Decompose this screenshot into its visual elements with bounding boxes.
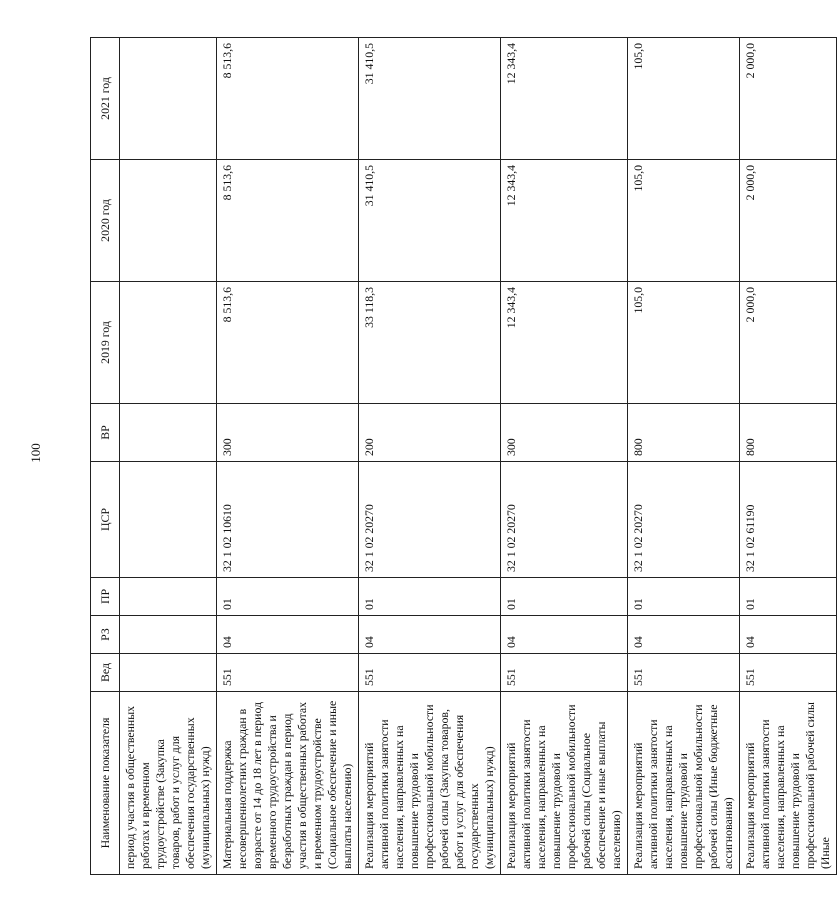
cell-y2019	[120, 282, 217, 404]
cell-y2019: 8 513,6	[217, 282, 359, 404]
cell-ved: 551	[217, 654, 359, 692]
cell-ved: 551	[359, 654, 501, 692]
cell-rz: 04	[501, 616, 628, 654]
budget-table-rotated	[90, 37, 832, 875]
cell-csr: 32 1 02 61190	[740, 462, 837, 578]
cell-csr: 32 1 02 20270	[501, 462, 628, 578]
cell-name: Реализация мероприятий активной политики занятости населения, направленных на повышение трудовой и профессиональной мобильности рабочей силы (Иные бюджетные ассигнования)	[628, 692, 740, 875]
cell-rz: 04	[217, 616, 359, 654]
table-row	[628, 38, 740, 875]
cell-y2020: 31 410,5	[359, 160, 501, 282]
page-number: 100	[28, 443, 43, 463]
cell-csr	[120, 462, 217, 578]
table-row	[120, 38, 217, 875]
cell-ved: 551	[628, 654, 740, 692]
header-vr: ВР	[91, 404, 120, 462]
cell-pr: 01	[501, 578, 628, 616]
cell-ved	[120, 654, 217, 692]
cell-y2021: 2 000,0	[740, 38, 837, 160]
cell-rz: 04	[740, 616, 837, 654]
cell-rz	[120, 616, 217, 654]
cell-y2021: 105,0	[628, 38, 740, 160]
table-row	[217, 38, 359, 875]
cell-y2020: 105,0	[628, 160, 740, 282]
cell-pr	[120, 578, 217, 616]
cell-vr: 300	[217, 404, 359, 462]
cell-pr: 01	[740, 578, 837, 616]
cell-name: период участия в общественных работах и временном трудоустройстве (Закупка товаров, работ и услуг для обеспечения государственных (муниципальных) нужд)	[120, 692, 217, 875]
table-header-row	[91, 38, 120, 875]
cell-pr: 01	[217, 578, 359, 616]
cell-y2021: 8 513,6	[217, 38, 359, 160]
cell-csr: 32 1 02 10610	[217, 462, 359, 578]
cell-ved: 551	[740, 654, 837, 692]
cell-y2019: 2 000,0	[740, 282, 837, 404]
cell-pr: 01	[628, 578, 740, 616]
cell-csr: 32 1 02 20270	[359, 462, 501, 578]
cell-y2019: 105,0	[628, 282, 740, 404]
budget-table	[90, 37, 837, 875]
header-2021: 2021 год	[91, 38, 120, 160]
cell-y2020: 12 343,4	[501, 160, 628, 282]
cell-y2019: 12 343,4	[501, 282, 628, 404]
cell-name: Материальная поддержка несовершеннолетних граждан в возрасте от 14 до 18 лет в период временного трудоустройства и безработных граждан в период участия в общественных работах и временном трудоустройстве (Социальное обеспечение и иные выплаты населению)	[217, 692, 359, 875]
header-2019: 2019 год	[91, 282, 120, 404]
header-ved: Вед	[91, 654, 120, 692]
cell-name: Реализация мероприятий активной политики занятости населения, направленных на повышение трудовой и профессиональной рабочей силы (Иные	[740, 692, 837, 875]
header-2020: 2020 год	[91, 160, 120, 282]
cell-name: Реализация мероприятий активной политики занятости населения, направленных на повышение трудовой и профессиональной мобильности рабочей силы (Закупка товаров, работ и услуг для обеспечения государственных (муниципальных) нужд)	[359, 692, 501, 875]
cell-rz: 04	[628, 616, 740, 654]
cell-y2020: 8 513,6	[217, 160, 359, 282]
cell-y2021: 31 410,5	[359, 38, 501, 160]
cell-y2019: 33 118,3	[359, 282, 501, 404]
cell-y2021	[120, 38, 217, 160]
cell-name: Реализация мероприятий активной политики занятости населения, направленных на повышение трудовой и профессиональной мобильности рабочей силы (Социальное обеспечение и иные выплаты населению)	[501, 692, 628, 875]
cell-vr: 800	[628, 404, 740, 462]
header-rz: РЗ	[91, 616, 120, 654]
cell-ved: 551	[501, 654, 628, 692]
table-row	[740, 38, 837, 875]
cell-vr: 200	[359, 404, 501, 462]
cell-vr: 800	[740, 404, 837, 462]
header-pr: ПР	[91, 578, 120, 616]
cell-vr: 300	[501, 404, 628, 462]
cell-rz: 04	[359, 616, 501, 654]
cell-y2020: 2 000,0	[740, 160, 837, 282]
table-row	[501, 38, 628, 875]
cell-pr: 01	[359, 578, 501, 616]
header-name: Наименование показателя	[91, 692, 120, 875]
cell-csr: 32 1 02 20270	[628, 462, 740, 578]
cell-y2021: 12 343,4	[501, 38, 628, 160]
table-row	[359, 38, 501, 875]
cell-y2020	[120, 160, 217, 282]
cell-vr	[120, 404, 217, 462]
header-csr: ЦСР	[91, 462, 120, 578]
